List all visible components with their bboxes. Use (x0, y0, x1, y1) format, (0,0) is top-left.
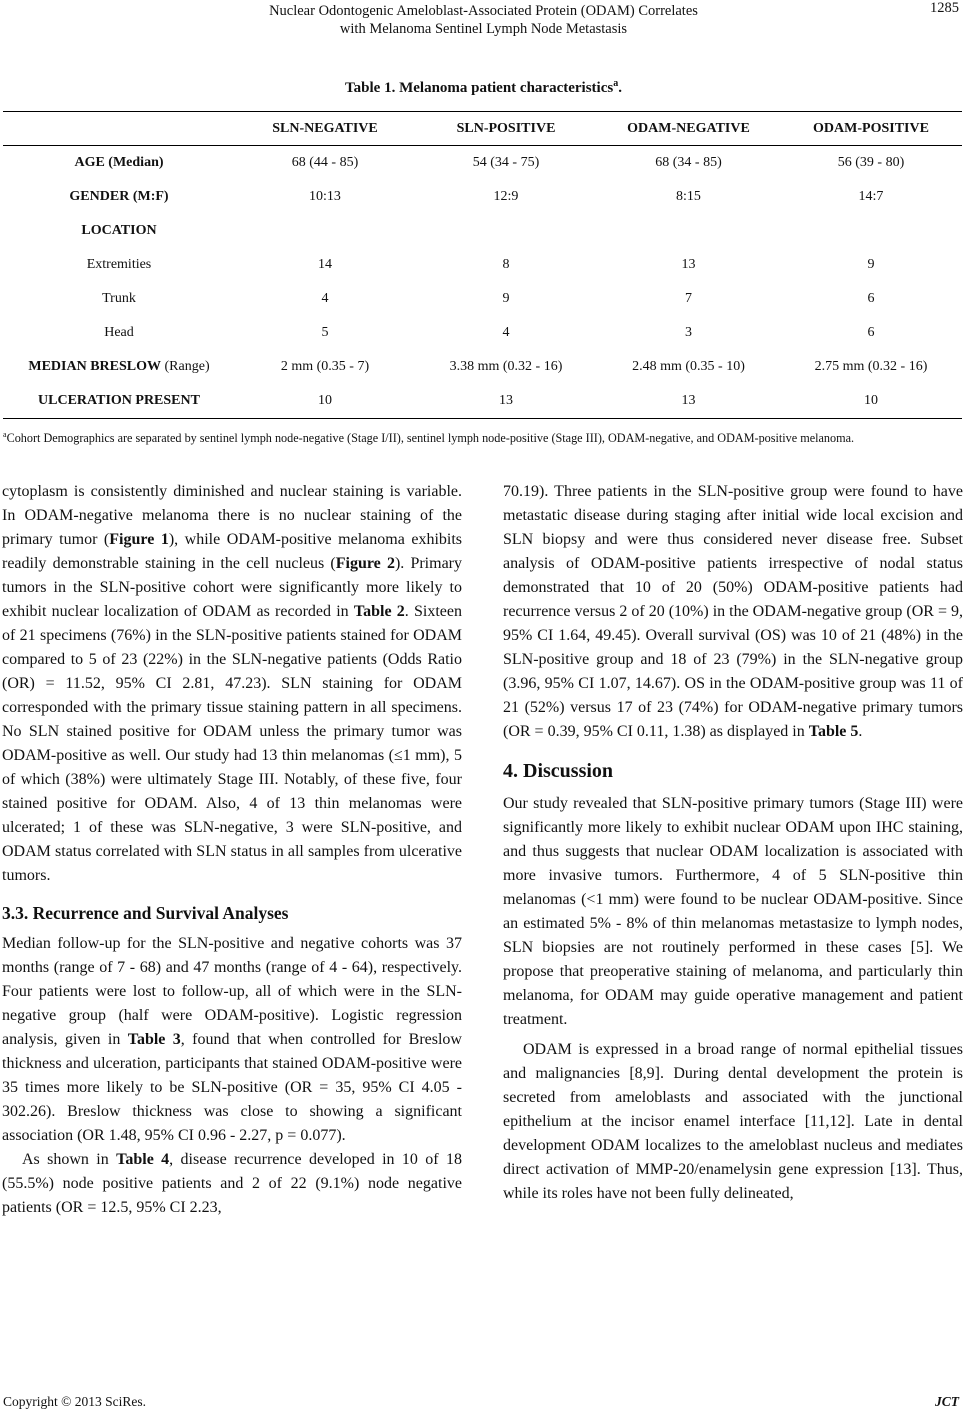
text-run: 70.19). Three patients in the SLN-positive group were found to have metastatic disease during staging after initial wide local excision and SLN biopsy and were thus considered never disease free. Subset analysis of ODAM-positive patients irrespective of nodal status demonstrated that 10 of 20 (50%) ODAM-positive patients had recurrence versus 2 of 20 (10%) in the ODAM-negative group (OR = 9, 95% CI 1.64, 49.45). Overall survival (OS) was 10 of 21 (48%) in the SLN-positive group and 18 of 23 (79%) in the SLN-negative group (3.96, 95% CI 1.07, 14.67). OS in the ODAM-positive group was 11 of 21 (52%) versus 17 of 23 (74%) for ODAM-negative primary tumors (OR = 0.39, 95% CI 0.11, 1.38) as displayed in (503, 483, 963, 740)
table-cell: 2.48 mm (0.35 - 10) (632, 359, 745, 374)
table-header-cell (3, 112, 235, 146)
table-row (3, 180, 962, 214)
row-label-text: MEDIAN BRESLOW (28, 359, 162, 374)
table-cell: 4 (502, 325, 510, 340)
table-cell: 6 (867, 291, 875, 306)
patient-characteristics-table (3, 111, 962, 419)
row-label-text: GENDER (M:F) (69, 189, 169, 204)
page-number: 1285 (930, 0, 959, 16)
row-label (3, 214, 235, 248)
table-cell: 7 (685, 291, 692, 306)
table-header-cell: ODAM-NEGATIVE (597, 112, 780, 146)
table-cell: 3.38 mm (0.32 - 16) (449, 359, 563, 374)
text-run: ), while ODAM-positive melanoma exhibits readily demonstrable staining in the cell nucleus ( (2, 531, 463, 572)
row-label-suffix: (Range) (161, 359, 210, 374)
table-cell: 10:13 (309, 189, 341, 204)
table-cell: 4 (321, 291, 329, 306)
table-cell: 54 (34 - 75) (472, 155, 540, 170)
text-run: ). Primary tumors in the SLN-positive cohort were significantly more likely to exhibit nuclear localization of ODAM as recorded in (2, 555, 462, 620)
table-header-cell: SLN-POSITIVE (415, 112, 597, 146)
row-label (3, 384, 235, 419)
row-label-text: LOCATION (81, 223, 157, 238)
table-row (3, 248, 962, 282)
running-header (0, 2, 967, 38)
table-cell (597, 214, 780, 248)
cross-reference: Table 5 (808, 723, 859, 740)
text-run: , found that when controlled for Breslow thickness and ulceration, participants that stained ODAM-positive were 35 times more likely to be SLN-positive (OR = 35, 95% CI 4.05 - 302.26). Breslow thickness was close to showing a significant association (OR 1.48, 95% CI 0.96 - 2.27, p = 0.077). (2, 1031, 462, 1144)
table-cell: 68 (34 - 85) (655, 155, 722, 170)
row-label (3, 146, 235, 181)
table-cell: 5 (321, 325, 329, 340)
text-run: . (858, 723, 863, 740)
table-cell (415, 214, 597, 248)
cross-reference: Table 2 (353, 603, 405, 620)
row-label-text: ULCERATION PRESENT (38, 393, 200, 408)
body-paragraph (2, 932, 462, 1148)
table-cell: 68 (44 - 85) (291, 155, 359, 170)
journal-abbreviation: JCT (934, 1394, 959, 1409)
footnote-text: Cohort Demographics are separated by sentinel lymph node-negative (Stage I/II), sentinel lymph node-positive (Stage III), ODAM-negative, and ODAM-positive melanoma. (6, 431, 855, 446)
table-footnote (3, 427, 962, 446)
row-label (3, 350, 235, 384)
body-paragraph (503, 792, 963, 1032)
body-paragraph (503, 1038, 963, 1206)
text-run: As shown in (22, 1151, 117, 1168)
body-paragraph (503, 480, 963, 744)
cross-reference: Table 4 (116, 1151, 170, 1168)
table-cell: 13 (597, 384, 780, 419)
text-run: cytoplasm is consistently diminished and nuclear staining is variable. In ODAM-negative melanoma there is no nuclear staining of the primary tumor ( (2, 483, 462, 548)
table-row (3, 384, 962, 419)
section-heading: 4. Discussion (503, 760, 614, 782)
table-header-cell: SLN-NEGATIVE (235, 112, 415, 146)
table-cell: 10 (235, 384, 415, 419)
text-run: ODAM is expressed in a broad range of normal epithelial tissues and malignancies [8,9]. During dental development the protein is secreted from ameloblasts and associated with the junctional epithelium at the incisor enamel interface [11,12]. Late in dental development ODAM localizes to the ameloblast nucleus and mediates direct activation of MMP-20/enamelysin gene expression [13]. Thus, while its roles have not been fully delineated, (503, 1041, 963, 1202)
text-run: . Sixteen of 21 specimens (76%) in the SLN-positive patients stained for ODAM compared to 5 of 23 (22%) in the SLN-negative patients (Odds Ratio (OR) = 11.52, 95% CI 2.81, 47.23). SLN staining for ODAM corresponded with the primary tissue staining pattern in all specimens. No SLN stained positive for ODAM unless the primary tumor was ODAM-positive as well. Our study had 13 thin melanomas (≤1 mm), 5 of which (38%) were ultimately Stage III. Notably, of these five, four stained positive for ODAM. Also, 4 of 13 thin melanomas were ulcerated; 1 of these was SLN-negative, 3 were SLN-positive, and ODAM status correlated with SLN status in all samples from ulcerative tumors. (2, 603, 462, 884)
running-title-line2: with Melanoma Sentinel Lymph Node Metastasis (339, 21, 628, 37)
right-column (503, 480, 963, 1206)
cross-reference: Table 3 (127, 1031, 181, 1048)
table-cell: 9 (867, 257, 875, 272)
table-cell: 56 (39 - 80) (837, 155, 905, 170)
table-cell: 10 (780, 384, 962, 419)
text-run: Our study revealed that SLN-positive primary tumors (Stage III) were significantly more likely to exhibit nuclear ODAM upon IHC staining, and thus suggests that nuclear ODAM localization is associated with more invasive tumors. Furthermore, 4 of 5 SLN-positive thin melanomas (<1 mm) were found to be nuclear ODAM-positive. Since an estimated 5% - 8% of thin melanomas metastasize to lymph nodes, SLN biopsies are not routinely performed in these cases [5]. We propose that preoperative staining of melanoma, and particularly thin melanoma, for ODAM may guide operative management and patient treatment. (503, 795, 963, 1028)
table-caption-superscript: a (613, 78, 619, 89)
table-header-row (3, 112, 962, 146)
table-row (3, 214, 962, 248)
table-cell: 13 (415, 384, 597, 419)
table-cell: 13 (681, 257, 696, 272)
table-cell: 2.75 mm (0.32 - 16) (814, 359, 928, 374)
table-cell: 2 mm (0.35 - 7) (280, 359, 370, 374)
row-label-text: Extremities (86, 257, 152, 272)
table-cell: 8 (502, 257, 510, 272)
table-cell (235, 214, 415, 248)
running-title-line1: Nuclear Odontogenic Ameloblast-Associated Protein (ODAM) Correlates (269, 3, 698, 19)
table-cell: 8:15 (676, 189, 701, 204)
row-label-text: Trunk (102, 291, 136, 306)
table-cell (780, 214, 962, 248)
left-column (2, 480, 462, 1220)
table-cell: 14:7 (858, 189, 884, 204)
table-cell: 12:9 (493, 189, 519, 204)
table-row (3, 316, 962, 350)
table-cell: 9 (502, 291, 510, 306)
copyright-notice: Copyright © 2013 SciRes. (3, 1394, 147, 1409)
section-heading: 3.3. Recurrence and Survival Analyses (2, 903, 289, 923)
body-paragraph (2, 480, 462, 888)
row-label-text: AGE (Median) (74, 155, 164, 170)
row-label (3, 316, 235, 350)
cross-reference: Figure 1 (109, 531, 169, 548)
row-label (3, 248, 235, 282)
table-caption-end: . (618, 80, 622, 96)
table-caption (0, 78, 967, 97)
row-label (3, 180, 235, 214)
table-cell: 3 (685, 325, 692, 340)
table-cell: 14 (318, 257, 332, 272)
body-paragraph (2, 1148, 462, 1220)
text-run: Median follow-up for the SLN-positive and negative cohorts was 37 months (range of 7 - 68) and 47 months (range of 4 - 64), respectively. Four patients were lost to follow-up, all of which were in the SLN-negative group (half were ODAM-positive). Logistic regression analysis, given in (2, 935, 462, 1048)
table-row (3, 350, 962, 384)
row-label-text: Head (104, 325, 134, 340)
table-row (3, 282, 962, 316)
table-cell: 6 (867, 325, 875, 340)
table-header-cell: ODAM-POSITIVE (780, 112, 962, 146)
footnote-superscript: a (3, 430, 7, 439)
table-row (3, 146, 962, 181)
text-run: , disease recurrence developed in 10 of 18 (55.5%) node positive patients and 2 of 22 (9.1%) node negative patients (OR = 12.5, 95% CI 2.23, (2, 1151, 463, 1216)
cross-reference: Figure 2 (335, 555, 395, 572)
table-body (3, 146, 962, 419)
table-caption-text: Table 1. Melanoma patient characteristics (345, 80, 614, 96)
row-label (3, 282, 235, 316)
